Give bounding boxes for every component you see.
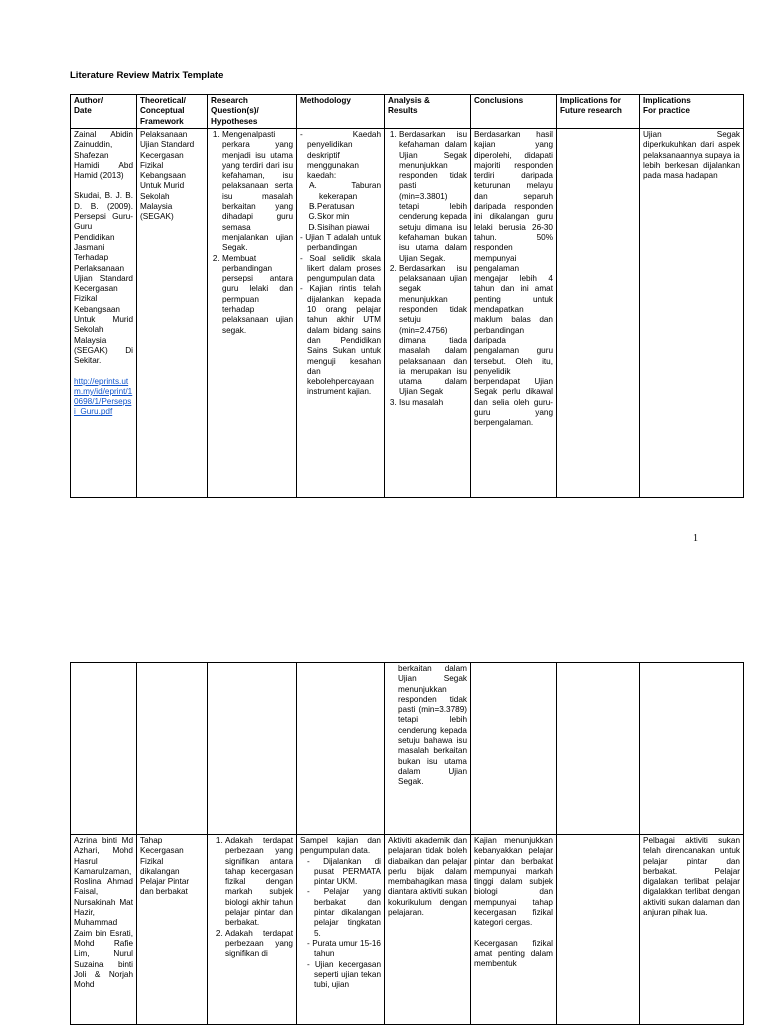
author-cell: Azrina binti Md Azhari, Mohd Hasrul Kamarulzaman, Roslina Ahmad Faisal, Nursakinah Mat Hazir, Muhammad Zaim bin Esrati, Mohd Rafie Lim, Nurul Suzaina binti Joli & Norjah Mohd [71,835,137,1025]
list-item: - Dijalankan di pusat PERMATA pintar UKM. [314,857,381,888]
header-future-research: Implications for Future research [557,95,640,129]
table-row [71,129,744,498]
author-cell [71,663,137,835]
list-item: - Soal selidik skala likert dalam proses pengumpulan data [307,254,381,285]
future-research-cell [557,835,640,1025]
list-item: - Pelajar yang berbakat dan pintar dikalangan pelajar tingkatan 5. [314,887,381,938]
header-questions: Research Question(s)/ Hypotheses [208,95,297,129]
list-item: - Purata umur 15-16 tahun [314,939,381,960]
list-item: 1. Adakah terdapat perbezaan yang signifikan antara tahap kecergasan fizikal dengan markah subjek biologi akhir tahun pelajar pintar dan berbakat. [225,836,293,929]
list-item: - A. Taburan kekerapan [319,181,381,202]
future-research-cell [557,129,640,498]
header-results: Analysis & Results [385,95,471,129]
list-item: - C. Skor min [319,212,381,222]
questions-cell [208,835,297,1025]
table-row [71,663,744,835]
author-names: Zainal Abidin Zainuddin, Shafezan Hamidi Abd Hamid (2013) [74,130,133,181]
questions-cell [208,663,297,835]
list-item: 3. Isu masalah [399,398,467,408]
conclusion-paragraph: Kajian menunjukkan kebanyakkan pelajar pintar dan berbakat mempunyai markah tinggi dalam subjek biologi dan mempunyai tahap kecergasan fizikal kategori cergas. [474,836,553,928]
questions-cell [208,129,297,498]
table-row [71,835,744,1025]
list-item: - Kajian rintis telah dijalankan kepada 10 orang pelajar tahun akhir UTM dalam bidang sains dan Pendidikan Sains Sukan untuk menguji kesahan dan kebolehpercayaan instrument kajian. [307,284,381,397]
methodology-intro: Sampel kajian dan pengumpulan data. [300,836,381,856]
methodology-cell [297,835,385,1025]
methodology-cell [297,663,385,835]
conclusions-cell [471,835,557,1025]
reference-link[interactable]: http://eprints.utm.my/id/eprint/10698/1/Persepsi_Guru.pdf [74,376,133,417]
list-item: - D. Sisihan piawai [319,223,381,233]
page-title: Literature Review Matrix Template [70,70,224,81]
list-item: - Ujian T adalah untuk perbandingan [307,233,381,254]
header-framework: Theoretical/ Conceptual Framework [137,95,208,129]
practice-cell: Pelbagai aktiviti sukan telah direncanakan untuk pelajar pintar dan berbakat. Pelajar digalakan terlibat pelajar digalakkan terlibat dengan aktiviti sukan dalaman dan anjuran pihak lua. [640,835,744,1025]
header-row [71,95,744,129]
header-practice: Implications For practice [640,95,744,129]
framework-cell: Tahap Kecergasan Fizikal dikalangan Pelajar Pintar dan berbakat [137,835,208,1025]
header-author: Author/ Date [71,95,137,129]
list-item: 2. Berdasarkan isu pelaksanaan ujian segak menunjukkan responden tidak setuju (min=2.4756) dimana tiada masalah dalam pelaksanaan dan ia merupakan isu utama dalam Ujian Segak [399,264,467,398]
list-item: - Ujian kecergasan seperti ujian tekan tubi, ujian [314,960,381,991]
framework-cell: Pelaksanaan Ujian Standard Kecergasan Fizikal Kebangsaan Untuk Murid Sekolah Malaysia (SEGAK) [137,129,208,498]
page-number: 1 [693,533,698,544]
list-item: 2. Membuat perbandingan persepsi antara guru lelaki dan permpuan terhadap pelaksanaan ujian segak. [222,254,293,336]
header-conclusions: Conclusions [471,95,557,129]
conclusion-paragraph: Kecergasan fizikal amat penting dalam membentuk [474,938,553,969]
framework-cell [137,663,208,835]
methodology-cell [297,129,385,498]
results-cell: berkaitan dalam Ujian Segak menunjukkan responden tidak pasti (min=3.3789) tetapi lebih cenderung kepada setuju bahawa isu masalah berkaitan bukan isu utama dalam Ujian Segak. [385,663,471,835]
conclusions-cell [471,663,557,835]
list-item: 1. Berdasarkan isu kefahaman dalam Ujian Segak menunjukkan responden tidak pasti (min=3.3801) tetapi lebih cenderung kepada setuju dimana isu kefahaman bukan isu utama dalam Ujian Segak. [399,130,467,264]
list-item: 1. Mengenalpasti perkara yang menjadi isu utama yang terdiri dari isu kefahaman, isu pelaksanaan serta isu masalah berkaitan yang dihadapi guru semasa menjalankan ujian Segak. [222,130,293,254]
list-item: 2. Adakah terdapat perbezaan yang signifikan di [225,929,293,960]
list-item: - Kaedah penyelidikan deskriptif menggunakan kaedah: - A. Taburan kekerapan - B. Peratusan - C. Skor min - D. Sisihan piawai [307,130,381,233]
future-research-cell [557,663,640,835]
list-item: - B. Peratusan [319,202,381,212]
results-cell: Aktiviti akademik dan pelajaran tidak boleh diabaikan dan pelajar perlu bijak dalam membahagikan masa diantara aktiviti sukan kokurikulum dengan pelajaran. [385,835,471,1025]
practice-cell: Ujian Segak diperkukuhkan dari aspek pelaksanaannya supaya ia lebih berkesan dijalankan pada masa hadapan [640,129,744,498]
header-methodology: Methodology [297,95,385,129]
literature-matrix-table-page-2 [70,662,744,1025]
practice-cell [640,663,744,835]
author-reference: Skudai, B. J. B. D. B. (2009). Persepsi Guru-Guru Pendidikan Jasmani Terhadap Perlaksanaan Ujian Standard Kecergasan Fizikal Kebangsaan Untuk Murid Sekolah Malaysia (SEGAK) Di Sekitar. [74,191,133,366]
author-cell [71,129,137,498]
literature-matrix-table-page-1 [70,94,744,498]
conclusions-cell: Berdasarkan hasil kajian yang diperolehi, didapati majoriti responden terdiri daripada keturunan melayu dan separuh daripada responden ini dikalangan guru lelaki berusia 26-30 tahun. 50% responden mempunyai pengalaman mengajar lebih 4 tahun dan ini amat penting untuk mendapatkan maklum balas dan perbandingan daripada pengalaman guru tersebut. Oleh itu, penyelidik berpendapat Ujian Segak perlu dikawal dan selia oleh guru-guru yang berpengalaman. [471,129,557,498]
results-cell [385,129,471,498]
